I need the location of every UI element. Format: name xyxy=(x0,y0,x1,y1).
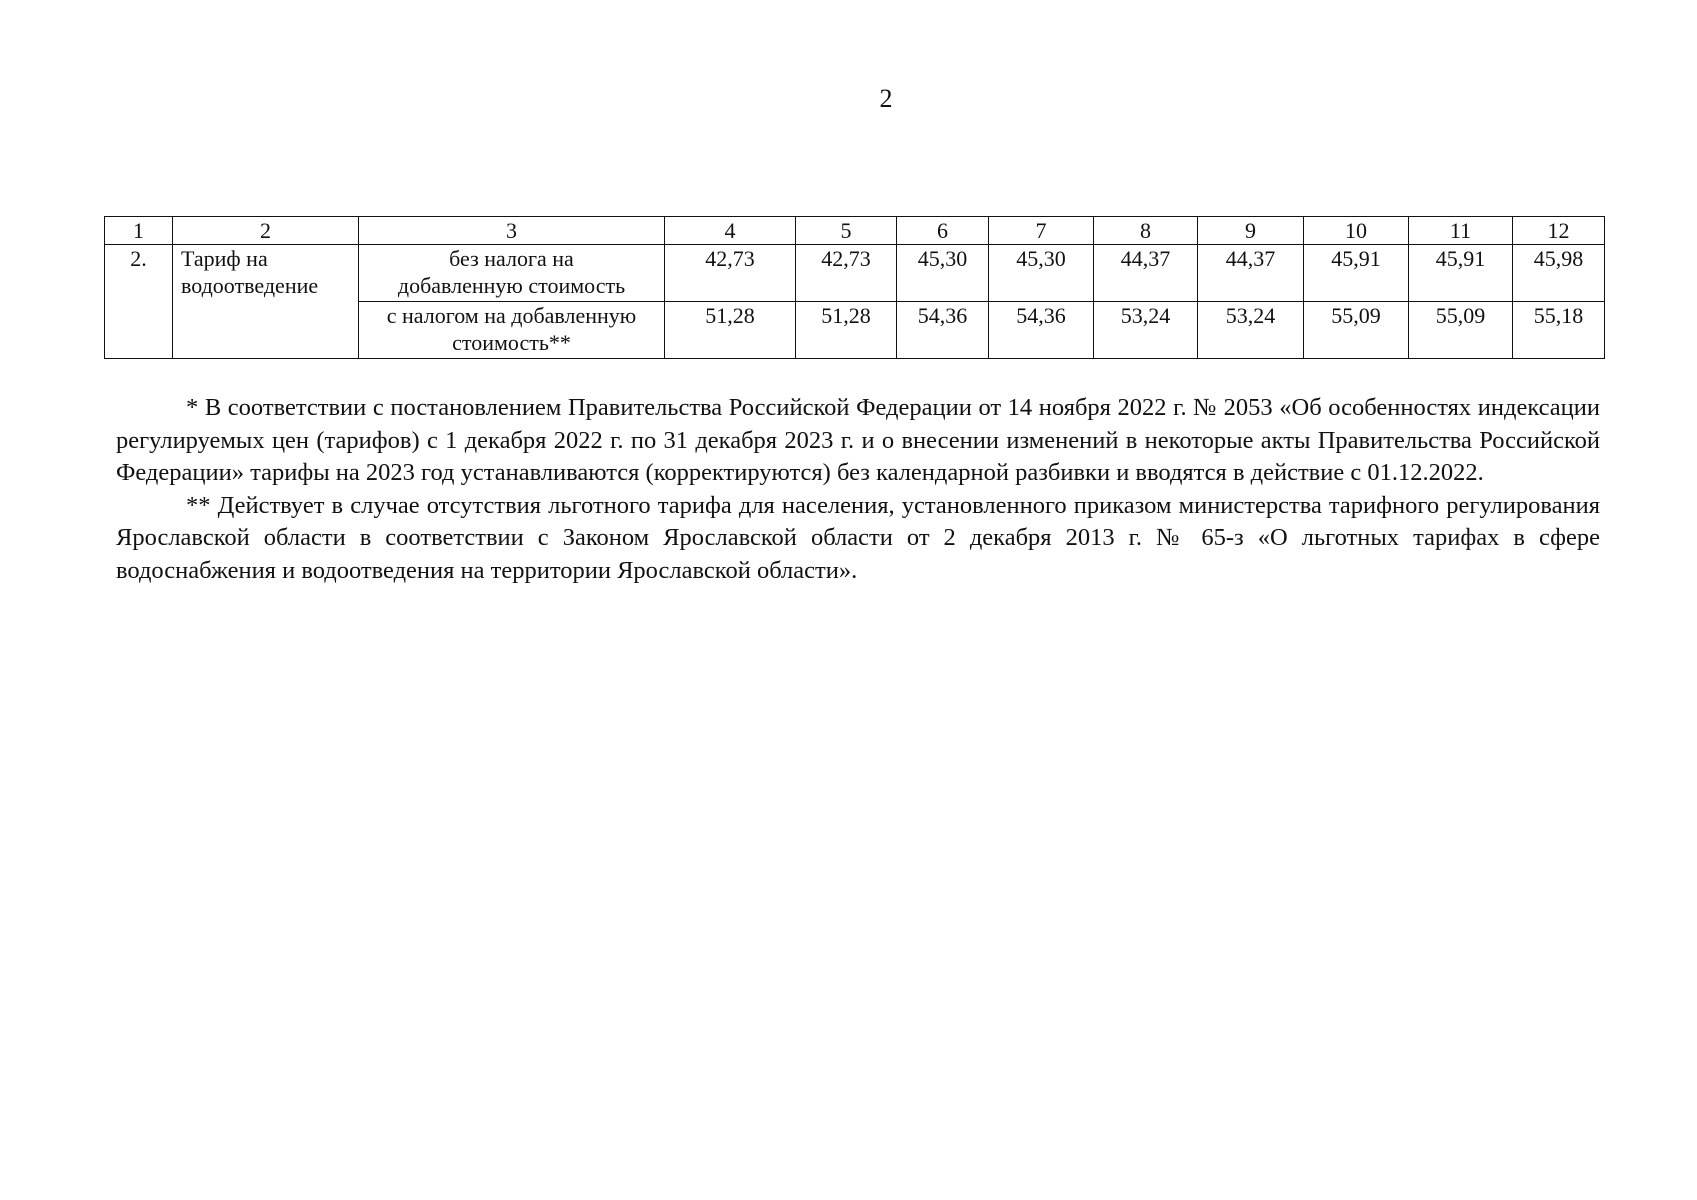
footnote-2: ** Действует в случае отсутствия льготного тарифа для населения, установленного приказом министерства тарифного регулирования Ярославской области в соответствии с Законом Ярославской области от 2 декабря 2013 г. № 65-з «О льготных тарифах в сфере водоснабжения и водоотведения на территории Ярославской области». xyxy=(116,491,1600,584)
column-number: 3 xyxy=(359,217,665,245)
column-number: 10 xyxy=(1304,217,1409,245)
column-number: 4 xyxy=(665,217,796,245)
row-name-line: Тариф на xyxy=(181,246,268,271)
footnotes xyxy=(116,392,1600,587)
footnote-1: * В соответствии с постановлением Правительства Российской Федерации от 14 ноября 2022 г. № 2053 «Об особенностях индексации регулируемых цен (тарифов) с 1 декабря 2022 г. по 31 декабря 2023 г. и о внесении изменений в некоторые акты Правительства Российской Федерации» тарифы на 2023 год устанавливаются (корректируются) без календарной разбивки и вводятся в действие с 01.12.2022. xyxy=(116,394,1600,486)
table-cell: 55,09 xyxy=(1304,302,1409,359)
column-number: 2 xyxy=(173,217,359,245)
table-cell: 44,37 xyxy=(1198,245,1304,302)
table-cell: 45,98 xyxy=(1513,245,1605,302)
table-cell: 42,73 xyxy=(665,245,796,302)
table-cell: 42,73 xyxy=(796,245,897,302)
table-cell: 44,37 xyxy=(1094,245,1198,302)
page-number: 2 xyxy=(879,84,893,113)
label-line: добавленную стоимость xyxy=(397,273,626,298)
sub-row-label xyxy=(359,245,665,302)
label-line: стоимость** xyxy=(452,330,571,355)
label-line: без налога на xyxy=(449,246,574,271)
sub-row-label xyxy=(359,302,665,359)
table-cell: 45,91 xyxy=(1304,245,1409,302)
column-number: 12 xyxy=(1513,217,1605,245)
table-cell: 53,24 xyxy=(1198,302,1304,359)
row-name-line: водоотведение xyxy=(181,273,319,298)
row-index: 2. xyxy=(105,245,173,359)
tariff-table xyxy=(104,216,1605,359)
label-line: с налогом на добавленную xyxy=(386,303,637,328)
table-cell: 45,30 xyxy=(989,245,1094,302)
column-number-row xyxy=(105,217,1605,245)
column-number: 9 xyxy=(1198,217,1304,245)
table-cell: 45,91 xyxy=(1409,245,1513,302)
table-cell: 53,24 xyxy=(1094,302,1198,359)
column-number: 11 xyxy=(1409,217,1513,245)
table-row xyxy=(105,245,1605,302)
column-number: 5 xyxy=(796,217,897,245)
row-name xyxy=(173,245,359,359)
table-cell: 51,28 xyxy=(796,302,897,359)
column-number: 6 xyxy=(897,217,989,245)
table-cell: 55,18 xyxy=(1513,302,1605,359)
column-number: 8 xyxy=(1094,217,1198,245)
table-cell: 51,28 xyxy=(665,302,796,359)
table-cell: 54,36 xyxy=(897,302,989,359)
table-cell: 45,30 xyxy=(897,245,989,302)
column-number: 1 xyxy=(105,217,173,245)
column-number: 7 xyxy=(989,217,1094,245)
table-cell: 54,36 xyxy=(989,302,1094,359)
table-cell: 55,09 xyxy=(1409,302,1513,359)
